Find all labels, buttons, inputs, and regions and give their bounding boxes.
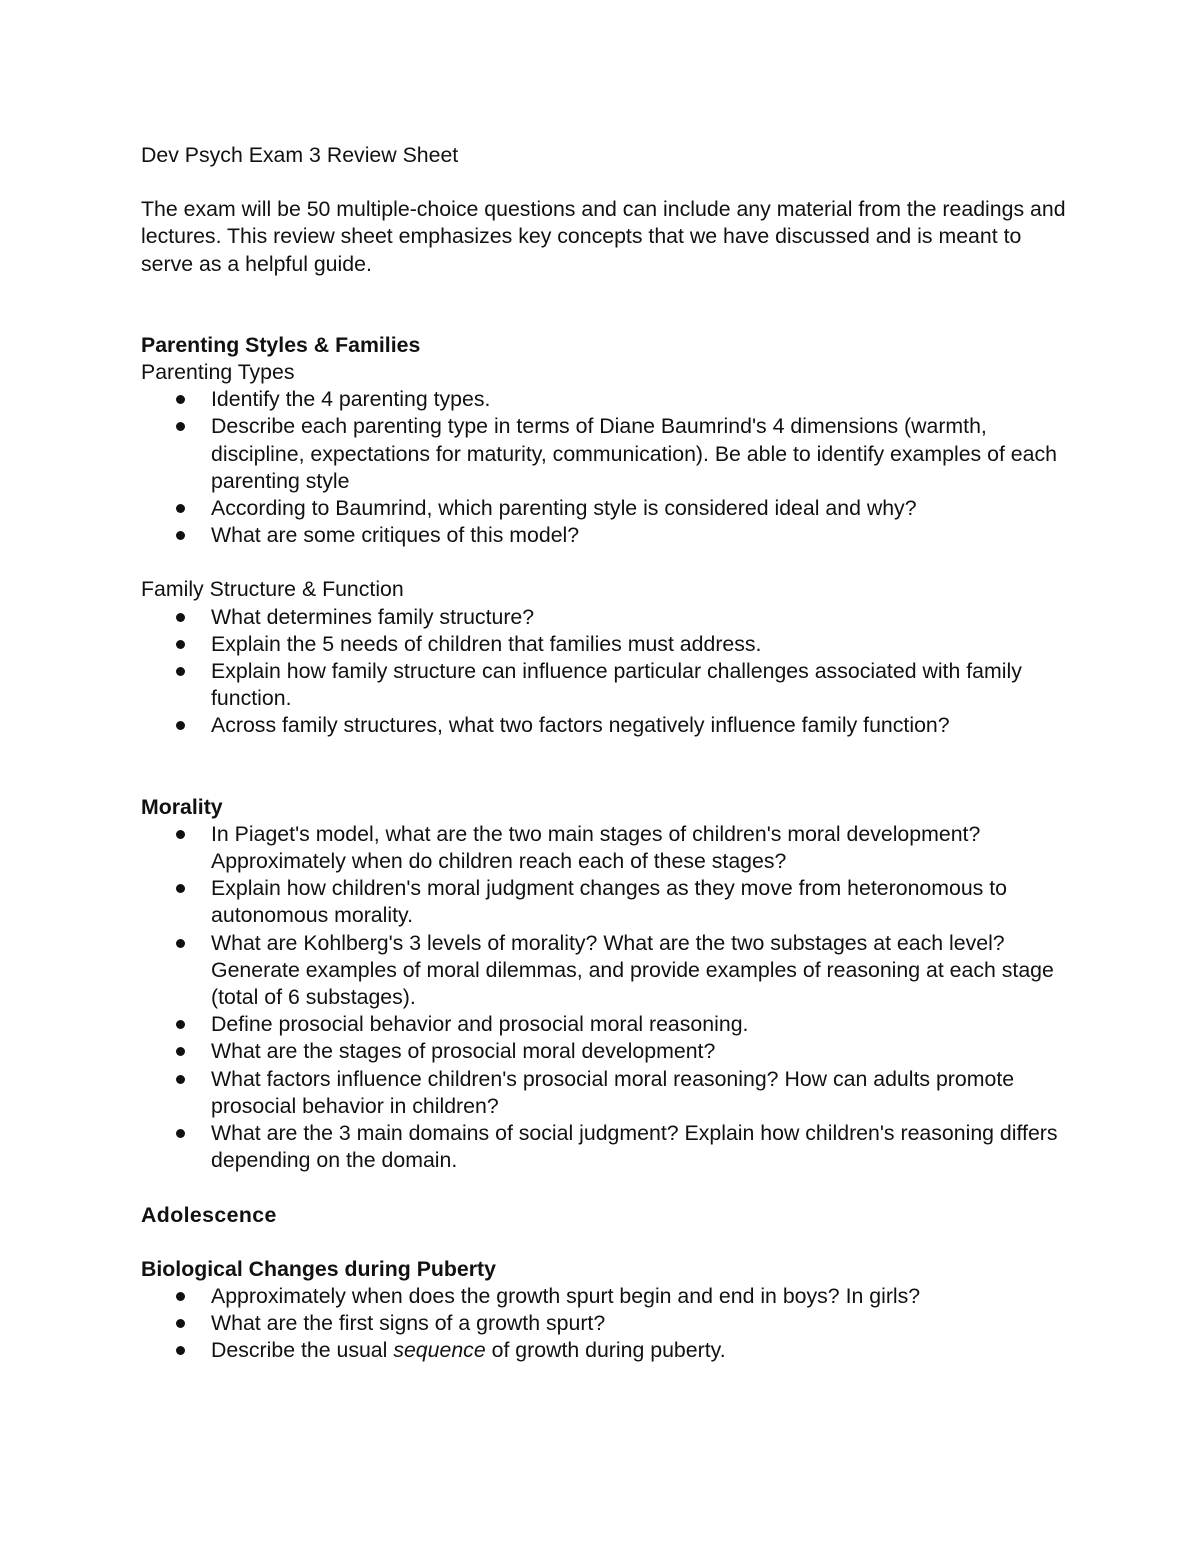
list-item-text-end: of growth during puberty. bbox=[485, 1338, 726, 1363]
intro-paragraph: The exam will be 50 multiple-choice questions and can include any material from the readings and lectures. This review sheet emphasizes key concepts that we have discussed and is meant to serve as a helpful guide. bbox=[141, 197, 1066, 276]
list-item: What determines family structure? bbox=[141, 604, 1071, 631]
list-item: Explain how family structure can influence particular challenges associated with family function. bbox=[141, 658, 1071, 712]
family-structure-list bbox=[141, 604, 1071, 740]
subsection-heading-puberty: Biological Changes during Puberty bbox=[141, 1256, 496, 1281]
list-item: Explain how children's moral judgment changes as they move from heteronomous to autonomous morality. bbox=[141, 875, 1071, 929]
list-item: What factors influence children's prosocial moral reasoning? How can adults promote prosocial behavior in children? bbox=[141, 1066, 1071, 1120]
list-item bbox=[141, 1337, 1071, 1364]
parenting-types-list bbox=[141, 386, 1071, 549]
subheading-parenting-types: Parenting Types bbox=[141, 360, 295, 385]
emphasized-word: sequence bbox=[393, 1338, 486, 1363]
document-page bbox=[141, 142, 1071, 1365]
list-item: What are Kohlberg's 3 levels of morality? What are the two substages at each level? Generate examples of moral dilemmas, and provide examples of reasoning at each stage (total of 6 substages). bbox=[141, 930, 1071, 1012]
list-item: Approximately when does the growth spurt begin and end in boys? In girls? bbox=[141, 1283, 1071, 1310]
puberty-list bbox=[141, 1283, 1071, 1365]
list-item: Define prosocial behavior and prosocial moral reasoning. bbox=[141, 1011, 1071, 1038]
morality-list bbox=[141, 821, 1071, 1175]
section-heading-adolescence: Adolescence bbox=[141, 1202, 277, 1227]
list-item: In Piaget's model, what are the two main stages of children's moral development? Approximately when do children reach each of these stages? bbox=[141, 821, 1071, 875]
list-item: What are the first signs of a growth spurt? bbox=[141, 1310, 1071, 1337]
document-title: Dev Psych Exam 3 Review Sheet bbox=[141, 143, 459, 167]
list-item: What are the stages of prosocial moral development? bbox=[141, 1038, 1071, 1065]
list-item: What are some critiques of this model? bbox=[141, 522, 1071, 549]
list-item: Across family structures, what two factors negatively influence family function? bbox=[141, 712, 1071, 739]
list-item-text-start: Describe the usual bbox=[211, 1338, 394, 1363]
list-item: Describe each parenting type in terms of Diane Baumrind's 4 dimensions (warmth, discipline, expectations for maturity, communication). Be able to identify examples of each parenting style bbox=[141, 413, 1071, 495]
section-heading-parenting: Parenting Styles & Families bbox=[141, 332, 421, 357]
list-item: According to Baumrind, which parenting style is considered ideal and why? bbox=[141, 495, 1071, 522]
section-heading-morality: Morality bbox=[141, 794, 223, 819]
list-item: Explain the 5 needs of children that families must address. bbox=[141, 631, 1071, 658]
list-item: What are the 3 main domains of social judgment? Explain how children's reasoning differs depending on the domain. bbox=[141, 1120, 1071, 1174]
subheading-family-structure: Family Structure & Function bbox=[141, 577, 404, 602]
list-item: Identify the 4 parenting types. bbox=[141, 386, 1071, 413]
